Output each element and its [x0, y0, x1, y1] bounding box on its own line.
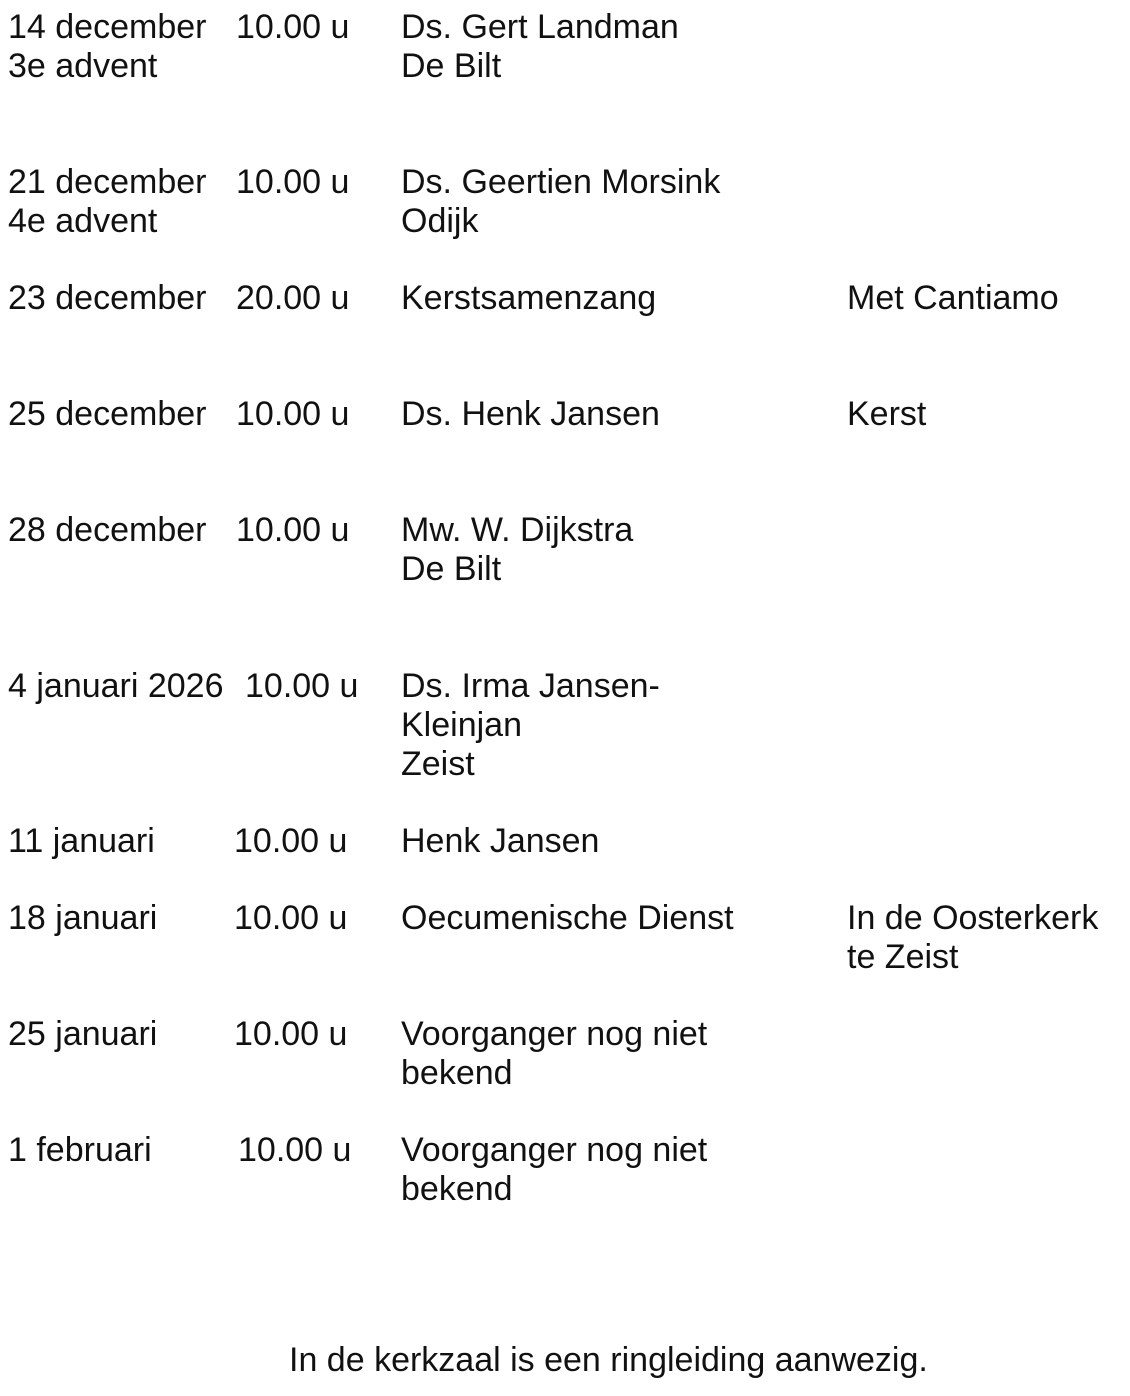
- service-date: [8, 8, 206, 86]
- service-time: 10.00 u: [236, 511, 350, 549]
- service-time: 10.00 u: [234, 822, 348, 860]
- service-time: 10.00 u: [238, 1131, 352, 1169]
- service-date-label: 28 december: [8, 511, 207, 549]
- service-leader-line: Kleinjan: [401, 706, 522, 744]
- service-leader-line: De Bilt: [401, 550, 502, 588]
- service-date-label: 21 december: [8, 163, 207, 201]
- service-date-label: 1 februari: [8, 1131, 152, 1169]
- service-leader-line: Ds. Gert Landman: [401, 8, 679, 46]
- service-note: [847, 899, 1098, 977]
- service-time: 10.00 u: [245, 667, 359, 705]
- service-time: 20.00 u: [236, 279, 350, 317]
- service-leader-line: bekend: [401, 1054, 513, 1092]
- service-leader-line: Henk Jansen: [401, 822, 600, 860]
- service-leader: [401, 163, 720, 241]
- service-leader-line: Ds. Irma Jansen-: [401, 667, 660, 705]
- service-date-label: 11 januari: [8, 822, 155, 860]
- service-leader: [401, 1131, 707, 1209]
- service-leader-line: Odijk: [401, 202, 479, 240]
- service-date-label: 25 december: [8, 395, 207, 433]
- service-leader-line: De Bilt: [401, 47, 502, 85]
- service-leader-line: Ds. Geertien Morsink: [401, 163, 721, 201]
- service-occasion: 3e advent: [8, 47, 158, 85]
- service-note: Met Cantiamo: [847, 279, 1059, 317]
- service-note-line: In de Oosterkerk: [847, 899, 1099, 937]
- service-time: 10.00 u: [234, 1015, 348, 1053]
- service-leader: [401, 511, 633, 589]
- service-date: [8, 163, 206, 241]
- service-leader-line: Kerstsamenzang: [401, 279, 657, 317]
- service-date-label: 14 december: [8, 8, 207, 46]
- service-time: 10.00 u: [236, 163, 350, 201]
- service-leader-line: Mw. W. Dijkstra: [401, 511, 634, 549]
- service-leader: [401, 667, 660, 784]
- service-leader-line: Voorganger nog niet: [401, 1015, 708, 1053]
- service-leader-line: Oecumenische Dienst: [401, 899, 734, 937]
- service-time: 10.00 u: [234, 899, 348, 937]
- service-occasion: 4e advent: [8, 202, 158, 240]
- service-date-label: 23 december: [8, 279, 207, 317]
- service-leader: [401, 8, 679, 86]
- service-time: 10.00 u: [236, 395, 350, 433]
- service-leader: [401, 1015, 707, 1093]
- service-time: 10.00 u: [236, 8, 350, 46]
- service-leader-line: Zeist: [401, 745, 475, 783]
- hearing-loop-notice: In de kerkzaal is een ringleiding aanwezig.: [289, 1341, 928, 1379]
- service-leader-line: Ds. Henk Jansen: [401, 395, 660, 433]
- service-date-label: 25 januari: [8, 1015, 158, 1053]
- service-date-label: 4 januari 2026: [8, 667, 224, 705]
- service-leader-line: bekend: [401, 1170, 513, 1208]
- service-date-label: 18 januari: [8, 899, 158, 937]
- service-leader-line: Voorganger nog niet: [401, 1131, 708, 1169]
- service-note-line: te Zeist: [847, 938, 959, 976]
- service-note: Kerst: [847, 395, 927, 433]
